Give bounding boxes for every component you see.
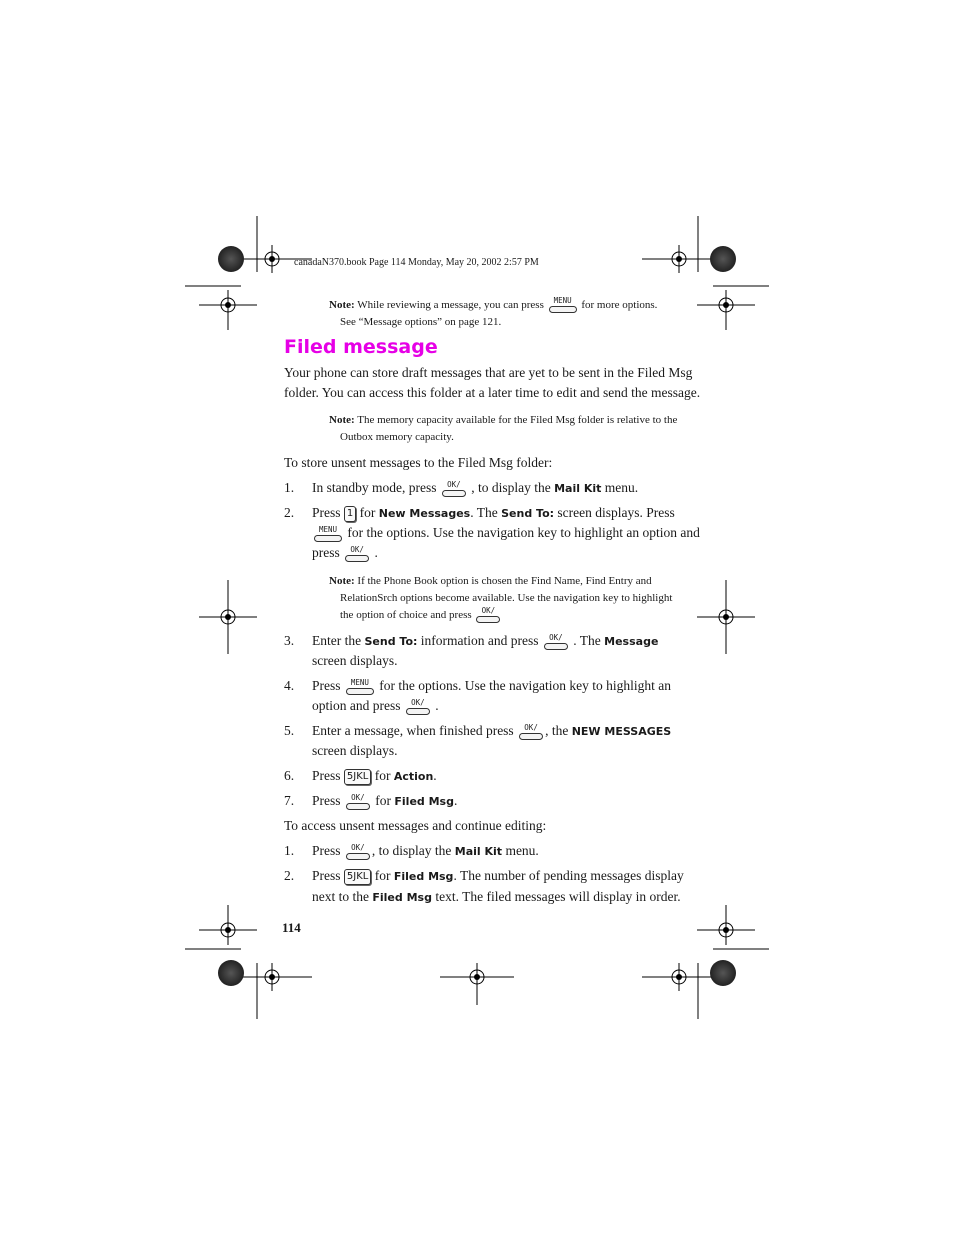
note-3-line-1: Note: If the Phone Book option is chosen the Find Name, Find Entry and bbox=[329, 575, 652, 587]
store-intro: To store unsent messages to the Filed Msg folder: bbox=[284, 455, 553, 470]
store-step-2-line-2: MENU for the options. Use the navigation key to highlight an option and bbox=[312, 523, 700, 543]
store-step-3-line-1: Enter the Send To: information and press OK/ . The Message bbox=[312, 632, 659, 648]
store-step-7: Press OK/ for Filed Msg. bbox=[312, 792, 458, 808]
intro-line-2: folder. You can access this folder at a later time to edit and send the message. bbox=[284, 385, 701, 400]
access-intro: To access unsent messages and continue editing: bbox=[284, 818, 547, 833]
step-number: 6. bbox=[284, 768, 295, 783]
step-number: 2. bbox=[284, 505, 295, 520]
note-1-line-2: See “Message options” on page 121. bbox=[340, 316, 502, 328]
print-info: canadaN370.book Page 114 Monday, May 20, 2002 2:57 PM bbox=[294, 257, 539, 268]
five-key-icon: 5JKL bbox=[344, 769, 371, 785]
store-step-2-line-1: Press 1 for New Messages. The Send To: screen displays. Press bbox=[312, 505, 675, 520]
menu-key-icon: MENU bbox=[547, 297, 579, 313]
note-2-line-2: Outbox memory capacity. bbox=[340, 431, 454, 443]
menu-key-icon: MENU bbox=[344, 679, 376, 695]
menu-key-icon: MENU bbox=[312, 526, 344, 542]
page-number: 114 bbox=[282, 920, 301, 935]
ok-key-icon: OK/ bbox=[474, 607, 502, 623]
note-1-line-1: Note: While reviewing a message, you can press MENU for more options. bbox=[329, 297, 657, 314]
ok-key-icon: OK/ bbox=[344, 844, 372, 860]
store-step-6: Press 5JKL for Action. bbox=[312, 768, 437, 783]
section-title: Filed message bbox=[284, 336, 438, 358]
step-number: 4. bbox=[284, 678, 295, 693]
store-step-4-line-2: option and press OK/ . bbox=[312, 697, 439, 713]
step-number: 5. bbox=[284, 723, 295, 738]
ok-key-icon: OK/ bbox=[542, 634, 570, 650]
ok-key-icon: OK/ bbox=[517, 724, 545, 740]
access-step-2-line-1: Press 5JKL for Filed Msg. The number of pending messages display bbox=[312, 868, 684, 883]
step-number: 7. bbox=[284, 793, 295, 808]
step-number: 2. bbox=[284, 868, 295, 883]
five-key-icon: 5JKL bbox=[344, 869, 371, 885]
ok-key-icon: OK/ bbox=[404, 699, 432, 715]
access-step-2-line-2: next to the Filed Msg text. The filed messages will display in order. bbox=[312, 889, 681, 904]
step-number: 3. bbox=[284, 633, 295, 648]
note-label: Note: bbox=[329, 299, 355, 311]
store-step-2-line-3: press OK/ . bbox=[312, 544, 378, 560]
ok-key-icon: OK/ bbox=[440, 481, 468, 497]
note-2-line-1: Note: The memory capacity available for the Filed Msg folder is relative to the bbox=[329, 414, 678, 426]
intro-line-1: Your phone can store draft messages that are yet to be sent in the Filed Msg bbox=[284, 365, 693, 380]
note-3-line-3: the option of choice and press OK/ bbox=[340, 607, 502, 624]
one-key-icon: 1 bbox=[344, 506, 356, 522]
store-step-5-line-2: screen displays. bbox=[312, 743, 398, 758]
store-step-5-line-1: Enter a message, when finished press OK/ , the NEW MESSAGES bbox=[312, 722, 672, 738]
ok-key-icon: OK/ bbox=[343, 546, 371, 562]
store-step-4-line-1: Press MENU for the options. Use the navigation key to highlight an bbox=[312, 677, 671, 693]
ok-key-icon: OK/ bbox=[344, 794, 372, 810]
store-step-1: In standby mode, press OK/ , to display the Mail Kit menu. bbox=[312, 479, 639, 495]
access-step-1: Press OK/ , to display the Mail Kit menu. bbox=[312, 842, 539, 858]
step-number: 1. bbox=[284, 480, 295, 495]
note-3-line-2: RelationSrch options become available. Use the navigation key to highlight bbox=[340, 592, 673, 604]
store-step-3-line-2: screen displays. bbox=[312, 653, 398, 668]
step-number: 1. bbox=[284, 843, 295, 858]
